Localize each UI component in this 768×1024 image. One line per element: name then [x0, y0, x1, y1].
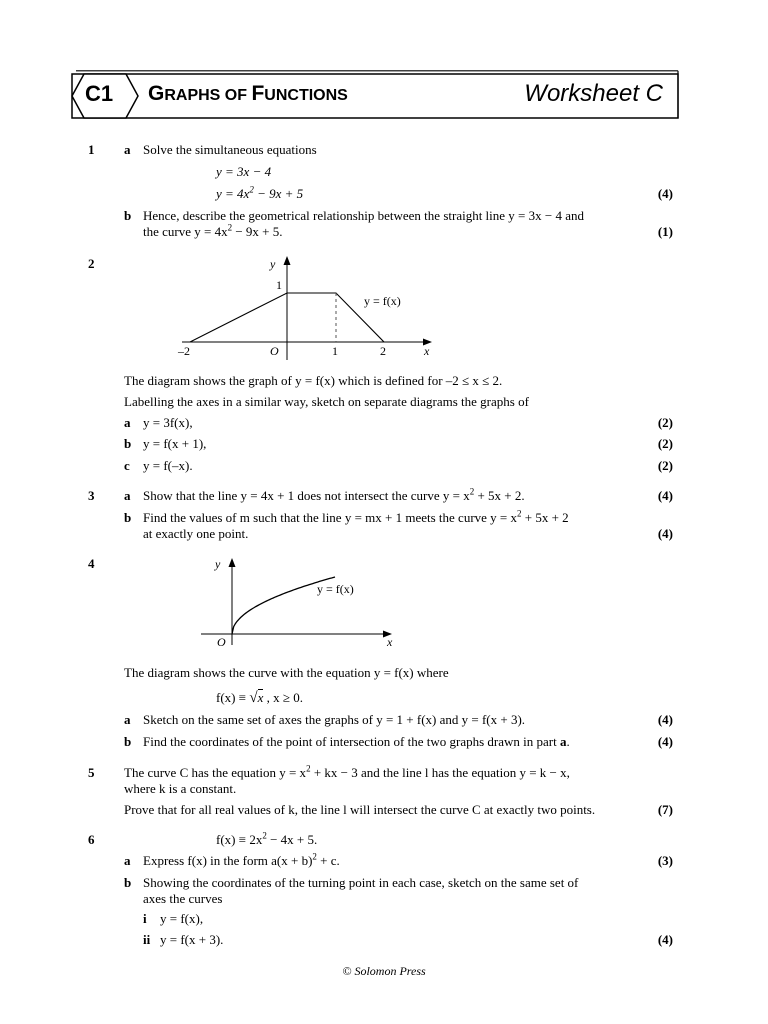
graph-q4: [195, 553, 405, 653]
question-number: 4: [88, 556, 95, 571]
marks: (4): [657, 734, 673, 749]
x-tick-label: 2: [380, 344, 386, 358]
part-label: b: [124, 734, 132, 749]
x-axis-label: x: [424, 344, 430, 358]
question-text: y = f(x),: [160, 911, 204, 926]
part-label: a: [124, 415, 131, 430]
question-text: Find the values of m such that the line y = mx + 1 meets the curve $y = x^2 + 5x + 2$: [143, 508, 569, 525]
question-text: the curve $y = 4x^2 - 9x + 5$.: [143, 222, 283, 239]
marks: (4): [657, 526, 673, 541]
x-axis-label: x: [387, 635, 393, 649]
part-label: a: [124, 488, 131, 503]
equation: $y = 4x^2 - 9x + 5$: [216, 184, 304, 201]
question-text: Prove that for all real values of k, the line l will intersect the curve C at exactly two points.: [124, 802, 596, 817]
question-text: y = 3f(x),: [143, 415, 193, 430]
marks: (1): [657, 224, 673, 239]
graph-q2: [170, 252, 450, 362]
question-text: where k is a constant.: [124, 781, 237, 796]
question-text: Sketch on the same set of axes the graphs of y = 1 + f(x) and y = f(x + 3).: [143, 712, 526, 727]
origin-label: O: [217, 635, 226, 649]
function-definition: $f(x) \equiv 2x^2 - 4x + 5$.: [216, 830, 318, 847]
subpart-label: ii: [143, 932, 151, 947]
question-text: y = f(x + 3).: [160, 932, 224, 947]
marks: (2): [657, 415, 673, 430]
part-label: a: [124, 712, 131, 727]
equation: y = 3x − 4: [216, 164, 272, 179]
question-text: Find the coordinates of the point of intersection of the two graphs drawn in part a.: [143, 734, 570, 749]
page-title: GRAPHS OF FUNCTIONS: [148, 82, 348, 105]
question-text: Express f(x) in the form $a(x + b)^2 + c$.: [143, 851, 340, 868]
marks: (7): [657, 802, 673, 817]
question-text: y = f(x + 1),: [143, 436, 207, 451]
question-text: Solve the simultaneous equations: [143, 142, 317, 157]
marks: (4): [657, 932, 673, 947]
question-text: y = f(–x).: [143, 458, 193, 473]
question-text: The diagram shows the curve with the equation y = f(x) where: [124, 665, 449, 680]
y-axis-label: y: [215, 557, 221, 571]
question-number: 2: [88, 256, 95, 271]
question-text: at exactly one point.: [143, 526, 249, 541]
curve-label: y = f(x): [364, 294, 401, 308]
footer-copyright: © Solomon Press: [342, 964, 426, 978]
question-text: Show that the line y = 4x + 1 does not intersect the curve $y = x^2 + 5x + 2$.: [143, 486, 525, 503]
y-tick-label: 1: [276, 278, 282, 292]
origin-label: O: [270, 344, 279, 358]
question-text: The curve C has the equation $y = x^2$ + kx − 3 and the line l has the equation y = k − x,: [124, 763, 570, 780]
part-label: b: [124, 436, 132, 451]
marks: (4): [657, 488, 673, 503]
question-text: axes the curves: [143, 891, 223, 906]
part-label: c: [124, 458, 130, 473]
y-axis-label: y: [270, 257, 276, 271]
worksheet-label: Worksheet C: [524, 80, 663, 107]
question-number: 1: [88, 142, 95, 157]
curve-label: y = f(x): [317, 582, 354, 596]
question-text: The diagram shows the graph of y = f(x) which is defined for –2 ≤ x ≤ 2.: [124, 373, 503, 388]
question-text: Hence, describe the geometrical relationship between the straight line y = 3x − 4 and: [143, 208, 584, 223]
subpart-label: i: [143, 911, 147, 926]
question-number: 6: [88, 832, 95, 847]
question-number: 3: [88, 488, 95, 503]
marks: (3): [657, 853, 673, 868]
marks: (4): [657, 186, 673, 201]
part-label: b: [124, 875, 132, 890]
marks: (4): [657, 712, 673, 727]
question-text: Labelling the axes in a similar way, sketch on separate diagrams the graphs of: [124, 394, 529, 409]
function-definition: f(x) ≡ √x , x ≥ 0.: [216, 690, 303, 706]
x-tick-label: 1: [332, 344, 338, 358]
marks: (2): [657, 458, 673, 473]
part-label: b: [124, 208, 132, 223]
marks: (2): [657, 436, 673, 451]
chapter-code: C1: [85, 81, 114, 106]
part-label: a: [124, 142, 131, 157]
part-label: a: [124, 853, 131, 868]
x-tick-label: –2: [178, 344, 190, 358]
question-number: 5: [88, 765, 95, 780]
part-label: b: [124, 510, 132, 525]
question-text: Showing the coordinates of the turning point in each case, sketch on the same set of: [143, 875, 579, 890]
